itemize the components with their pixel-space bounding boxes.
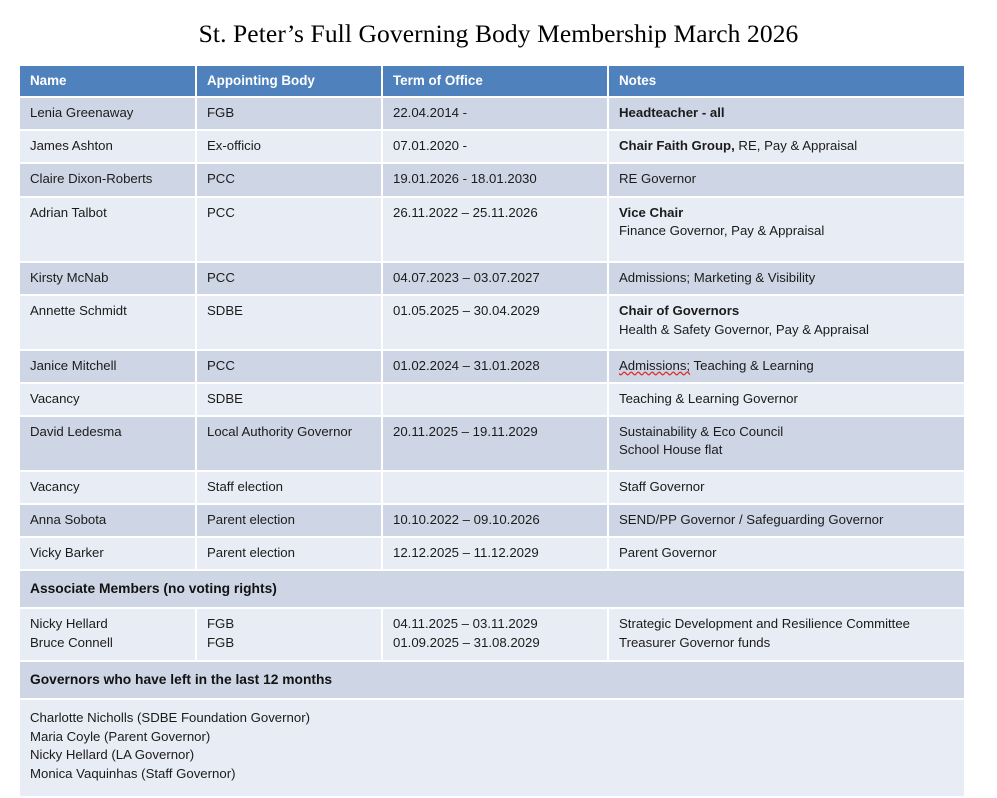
notes-rest: RE, Pay & Appraisal bbox=[734, 138, 858, 154]
leaver-entry: Maria Coyle (Parent Governor) bbox=[30, 728, 211, 744]
table-body bbox=[20, 97, 964, 797]
associate-body-2: FGB bbox=[207, 635, 235, 651]
cell-name: Janice Mitchell bbox=[20, 350, 196, 383]
cell-name: Claire Dixon-Roberts bbox=[20, 163, 196, 196]
notes-spellchecked-word: Admissions; bbox=[619, 357, 691, 373]
section-heading-text: Associate Members (no voting rights) bbox=[20, 570, 964, 608]
table-row bbox=[20, 97, 964, 130]
notes-rest: Admissions; Marketing & Visibility bbox=[619, 270, 816, 286]
associate-term-2: 01.09.2025 – 31.08.2029 bbox=[393, 635, 540, 651]
notes-line2: Health & Safety Governor, Pay & Appraisal bbox=[619, 321, 869, 337]
column-header-term-of-office: Term of Office bbox=[382, 66, 608, 97]
cell-term: 10.10.2022 – 09.10.2026 bbox=[382, 504, 608, 537]
cell-appointing-body: FGB bbox=[196, 97, 382, 130]
cell-appointing-body: PCC bbox=[196, 350, 382, 383]
cell-appointing-body: Parent election bbox=[196, 537, 382, 570]
cell-notes bbox=[608, 416, 964, 470]
associate-name-1: Nicky Hellard bbox=[30, 616, 108, 632]
cell-notes bbox=[608, 383, 964, 416]
cell-notes bbox=[608, 350, 964, 383]
notes-bold: Chair of Governors bbox=[619, 303, 740, 319]
leaver-entry: Charlotte Nicholls (SDBE Foundation Governor) bbox=[30, 709, 310, 725]
leavers-row bbox=[20, 699, 964, 797]
cell-name: Lenia Greenaway bbox=[20, 97, 196, 130]
cell-appointing-body: Parent election bbox=[196, 504, 382, 537]
notes-rest: SEND/PP Governor / Safeguarding Governor bbox=[619, 511, 884, 527]
leaver-entry: Nicky Hellard (LA Governor) bbox=[30, 747, 195, 763]
cell-term: 22.04.2014 - bbox=[382, 97, 608, 130]
cell-notes bbox=[608, 504, 964, 537]
table-header bbox=[20, 66, 964, 97]
table-row bbox=[20, 383, 964, 416]
cell-appointing-body: PCC bbox=[196, 262, 382, 295]
notes-line2: School House flat bbox=[619, 442, 723, 458]
column-header-appointing-body: Appointing Body bbox=[196, 66, 382, 97]
associate-name-2: Bruce Connell bbox=[30, 635, 113, 651]
cell-name: Vicky Barker bbox=[20, 537, 196, 570]
table-row bbox=[20, 163, 964, 196]
cell-name: Annette Schmidt bbox=[20, 295, 196, 349]
cell-notes bbox=[608, 130, 964, 163]
cell-notes bbox=[608, 471, 964, 504]
cell-name: Anna Sobota bbox=[20, 504, 196, 537]
cell-name: Vacancy bbox=[20, 383, 196, 416]
notes-rest: Teaching & Learning Governor bbox=[619, 390, 798, 406]
cell-term: 01.05.2025 – 30.04.2029 bbox=[382, 295, 608, 349]
associate-term-1: 04.11.2025 – 03.11.2029 bbox=[393, 616, 538, 632]
cell-associate-terms bbox=[382, 608, 608, 660]
table-header-row bbox=[20, 66, 964, 97]
column-header-name: Name bbox=[20, 66, 196, 97]
table-row bbox=[20, 537, 964, 570]
cell-notes bbox=[608, 295, 964, 349]
cell-associate-bodies bbox=[196, 608, 382, 660]
governing-body-table bbox=[20, 66, 964, 798]
table-row bbox=[20, 130, 964, 163]
cell-associate-names bbox=[20, 608, 196, 660]
notes-rest: Staff Governor bbox=[619, 478, 705, 494]
cell-name: Kirsty McNab bbox=[20, 262, 196, 295]
notes-bold: Vice Chair bbox=[619, 204, 684, 220]
table-row bbox=[20, 350, 964, 383]
cell-term: 04.07.2023 – 03.07.2027 bbox=[382, 262, 608, 295]
associate-body-1: FGB bbox=[207, 616, 235, 632]
table-row bbox=[20, 471, 964, 504]
cell-leavers-list bbox=[20, 699, 964, 797]
leaver-entry: Monica Vaquinhas (Staff Governor) bbox=[30, 766, 236, 782]
cell-notes bbox=[608, 163, 964, 196]
table-row bbox=[20, 197, 964, 262]
cell-appointing-body: PCC bbox=[196, 163, 382, 196]
notes-rest: Teaching & Learning bbox=[690, 357, 814, 373]
governing-body-table-wrapper bbox=[20, 66, 964, 798]
cell-term: 01.02.2024 – 31.01.2028 bbox=[382, 350, 608, 383]
section-header-associate-members bbox=[20, 570, 964, 608]
cell-notes bbox=[608, 262, 964, 295]
cell-appointing-body: Staff election bbox=[196, 471, 382, 504]
notes-rest: RE Governor bbox=[619, 171, 696, 187]
table-row bbox=[20, 262, 964, 295]
cell-appointing-body: Local Authority Governor bbox=[196, 416, 382, 470]
cell-term: 19.01.2026 - 18.01.2030 bbox=[382, 163, 608, 196]
section-heading-text: Governors who have left in the last 12 months bbox=[20, 661, 964, 699]
cell-appointing-body: SDBE bbox=[196, 383, 382, 416]
notes-bold: Headteacher - all bbox=[619, 105, 725, 120]
cell-term: 07.01.2020 - bbox=[382, 130, 608, 163]
cell-term: 20.11.2025 – 19.11.2029 bbox=[382, 416, 608, 470]
cell-notes bbox=[608, 97, 964, 130]
section-header-leavers bbox=[20, 661, 964, 699]
cell-appointing-body: PCC bbox=[196, 197, 382, 262]
cell-term: 26.11.2022 – 25.11.2026 bbox=[382, 197, 608, 262]
associate-members-row bbox=[20, 608, 964, 660]
column-header-notes: Notes bbox=[608, 66, 964, 97]
cell-name: James Ashton bbox=[20, 130, 196, 163]
cell-appointing-body: Ex-officio bbox=[196, 130, 382, 163]
cell-notes bbox=[608, 537, 964, 570]
table-row bbox=[20, 295, 964, 349]
cell-appointing-body: SDBE bbox=[196, 295, 382, 349]
table-row bbox=[20, 504, 964, 537]
cell-associate-notes bbox=[608, 608, 964, 660]
cell-term: 12.12.2025 – 11.12.2029 bbox=[382, 537, 608, 570]
notes-line2: Finance Governor, Pay & Appraisal bbox=[619, 222, 825, 238]
cell-term bbox=[382, 383, 608, 416]
cell-term bbox=[382, 471, 608, 504]
associate-notes-2: Treasurer Governor funds bbox=[619, 635, 771, 651]
notes-rest: Parent Governor bbox=[619, 545, 717, 561]
cell-name: Vacancy bbox=[20, 471, 196, 504]
associate-notes-1: Strategic Development and Resilience Committee bbox=[619, 616, 910, 632]
table-row bbox=[20, 416, 964, 470]
cell-notes bbox=[608, 197, 964, 262]
cell-name: Adrian Talbot bbox=[20, 197, 196, 262]
notes-rest: Sustainability & Eco Council bbox=[619, 424, 784, 440]
notes-bold: Chair Faith Group, bbox=[619, 138, 735, 154]
page-title: St. Peter’s Full Governing Body Membership March 2026 bbox=[198, 19, 799, 48]
cell-name: David Ledesma bbox=[20, 416, 196, 470]
